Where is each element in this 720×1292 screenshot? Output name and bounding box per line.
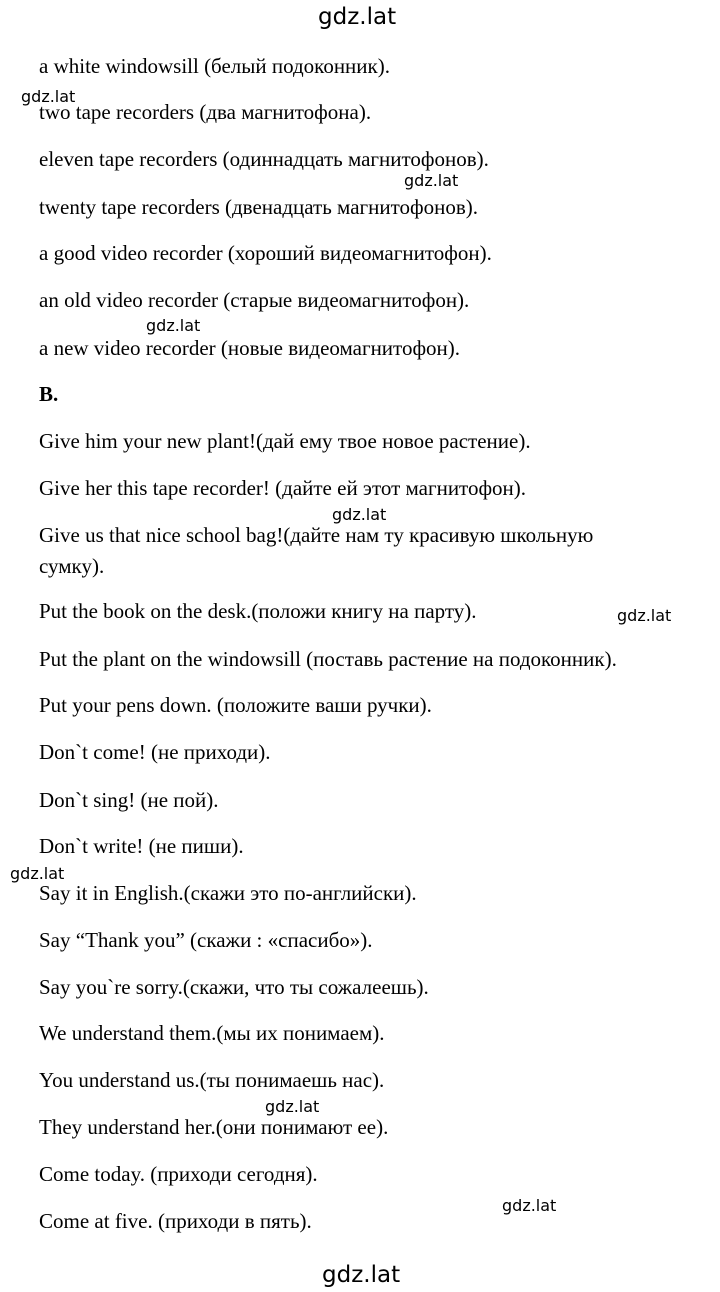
text-line: Don`t come! (не приходи). <box>39 740 271 764</box>
text-line: Put the plant on the windowsill (поставь растение на подоконник). <box>39 647 617 671</box>
watermark-bottom: gdz.lat <box>322 1262 401 1288</box>
text-line: twenty tape recorders (двенадцать магнитофонов). <box>39 195 479 219</box>
text-line: an old video recorder (старые видеомагнитофон). <box>39 288 470 312</box>
text-line: a good video recorder (хороший видеомагнитофон). <box>39 241 492 265</box>
section-heading: B. <box>39 382 59 406</box>
watermark: gdz.lat <box>617 606 672 625</box>
text-line: Come today. (приходи сегодня). <box>39 1162 318 1186</box>
text-line: Give us that nice school bag!(дайте нам ту красивую школьную <box>39 523 594 547</box>
watermark: gdz.lat <box>265 1097 320 1116</box>
text-line: Put the book on the desk.(положи книгу на парту). <box>39 599 477 623</box>
watermark: gdz.lat <box>21 87 76 106</box>
text-line: eleven tape recorders (одиннадцать магнитофонов). <box>39 147 489 171</box>
text-line: a new video recorder (новые видеомагнитофон). <box>39 336 461 360</box>
watermark-top: gdz.lat <box>318 4 397 30</box>
watermark: gdz.lat <box>332 505 387 524</box>
text-line: Don`t sing! (не пой). <box>39 788 219 812</box>
text-line: Give her this tape recorder! (дайте ей этот магнитофон). <box>39 476 527 500</box>
text-line: Put your pens down. (положите ваши ручки). <box>39 693 432 717</box>
text-line: Say “Thank you” (скажи : «спасибо»). <box>39 928 373 952</box>
text-line: Don`t write! (не пиши). <box>39 834 244 858</box>
text-line: a white windowsill (белый подоконник). <box>39 54 390 78</box>
text-line: We understand them.(мы их понимаем). <box>39 1021 385 1045</box>
watermark: gdz.lat <box>404 171 459 190</box>
watermark: gdz.lat <box>146 316 201 335</box>
text-line: Say you`re sorry.(скажи, что ты сожалеешь). <box>39 975 429 999</box>
text-line: Give him your new plant!(дай ему твое новое растение). <box>39 429 531 453</box>
watermark: gdz.lat <box>10 864 65 883</box>
text-line: Come at five. (приходи в пять). <box>39 1209 312 1233</box>
text-line: two tape recorders (два магнитофона). <box>39 100 372 124</box>
watermark: gdz.lat <box>502 1196 557 1215</box>
text-line: You understand us.(ты понимаешь нас). <box>39 1068 385 1092</box>
text-line: Say it in English.(скажи это по-английски). <box>39 881 417 905</box>
text-line: They understand her.(они понимают ее). <box>39 1115 389 1139</box>
text-line: сумку). <box>39 554 105 578</box>
